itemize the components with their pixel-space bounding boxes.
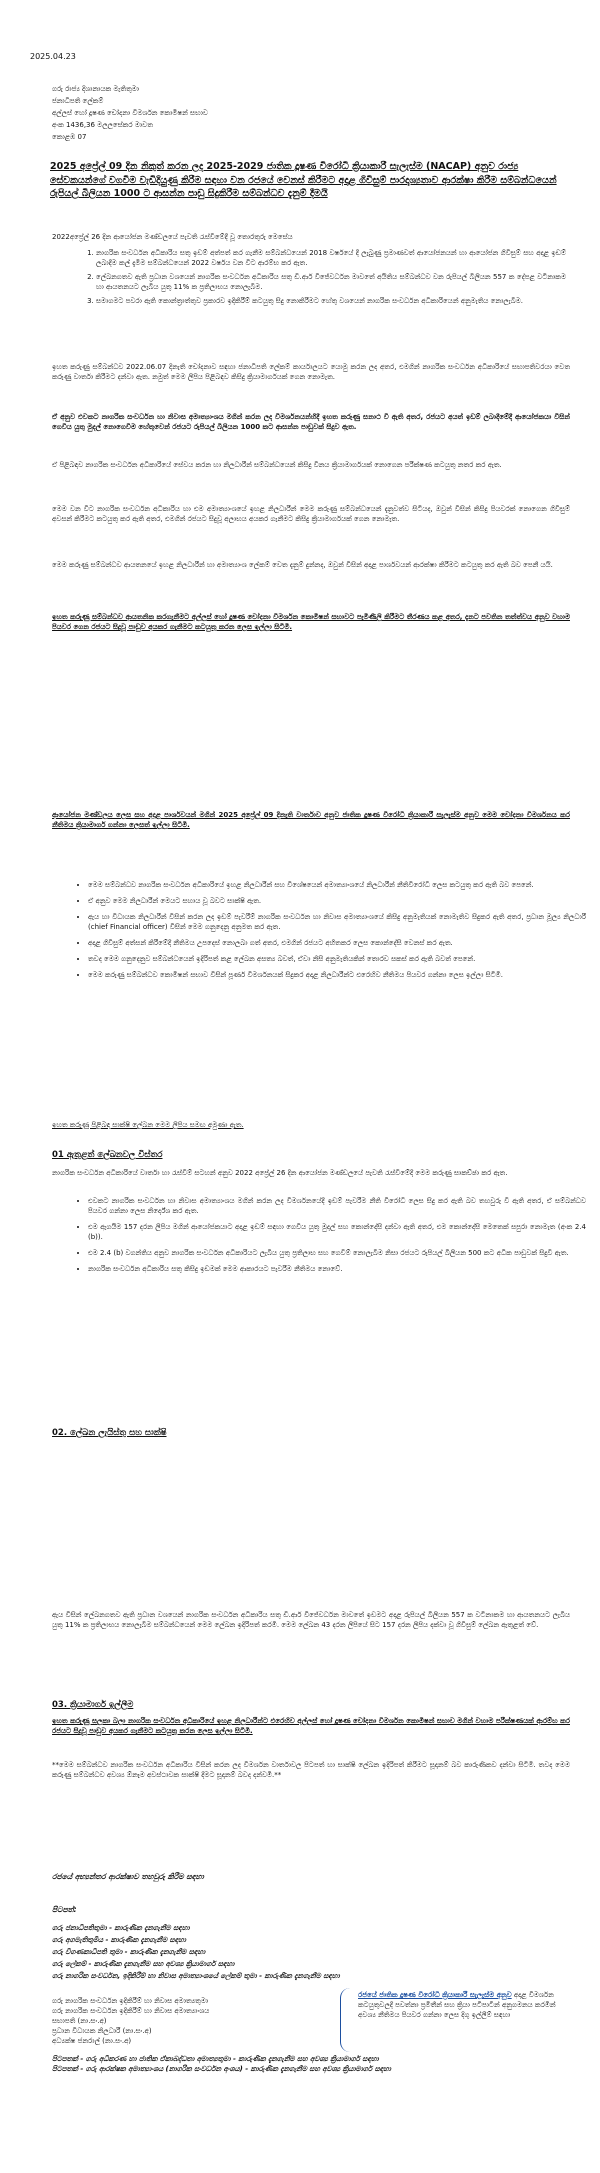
copy-recipient: ගරු නාගරික සංවර්ධන, ඉදිකිරීම් හා නිවාස අමාත්‍යාංශයේ ලේකම් තුමා - කාරුණික දැනගැනීම සඳහා	[52, 1972, 340, 1980]
final-copy-line: පිටපතක් - ගරු ආරක්ෂක අමාත්‍යාංශය (නාගරික සංවර්ධන අංශය) - කාරුණික දැනගැනීම සහ අවශ්‍ය ක්‍රියාමාර්ග සඳහා	[52, 2065, 391, 2073]
highlighted-request-2: ආයෝජන මණ්ඩලය ලෙස සහ අදාළ පාර්ශවයන් මගින් 2025 අප්‍රේල් 09 දිනැති වාර්තාව අනුව ජාතික දූෂණ විරෝධී ක්‍රියාකාරී සැලැස්ම අනුව මෙම චෝදනා විමර්ශනය කර නීතිමය ක්‍රියාමාර්ග ගන්නා ලෙසත් ඉල්ලා සිටිමි.	[52, 811, 570, 829]
attachment-note: ඉහත කරුණු පිළිබඳ සාක්ෂි ලේඛන මෙම ලිපිය සමඟ අමුණා ඇත.	[52, 1121, 244, 1129]
section-1-lead: නාගරික සංවර්ධන අධිකාරියේ වාර්තා හා රැස්වීම් සටහන් අනුව 2022 අප්‍රේල් 26 දින ආයෝජන මණ්ඩලයේ පැවති රැස්වීමේදී මෙම කරුණු සාකච්ඡා කර ඇත.	[52, 1169, 508, 1177]
address-line: අල්ලස් හෝ දූෂණ චෝදනා විමර්ශන කොමිෂන් සභාව	[52, 109, 208, 117]
section-3-text: ඉහත කරුණු සලකා බලා නාගරික සංවර්ධන අධිකාරියේ ඉහළ නිලධාරීන්ට එරෙහිව අල්ලස් හෝ දූෂණ චෝදනා විමර්ශන කොමිෂන් සභාව මගින් වහාම පරීක්ෂණයක් ආරම්භ කර රජයට සිදුවූ පාඩුව අයකර ගැනීමට කටයුතු කරන ලෙස ඉල්ලා සිටිමි.	[52, 1717, 570, 1735]
section-2-title: 02. ලේඛන ලැයිස්තු සහ සාක්ෂි	[52, 1428, 167, 1438]
numbered-point: 1. නාගරික සංවර්ධන අධිකාරිය සතු ඉඩම් අත්පත් කර ගැනීම සම්බන්ධයෙන් 2018 වර්ෂයේ දී ලැබුණු ප්‍රමාණවත් ආයෝජනයන් හා ආයෝජන ගිවිසුම් සහ අදාළ ඉඩම් ලබාදීම කල් දැමීම සම්බන්ධයෙන් 2022 වර්ෂය වන විට ආරම්භ කර ඇත.	[96, 248, 566, 268]
numbered-point: 2. ලේඛනගතව ඇති ප්‍රධාන වශයෙන් නාගරික සංවර්ධන අධිකාරිය සතු ඩී.ආර් විජේවර්ධන මාවතේ අයිතිය සම්බන්ධව වන රුපියල් බිලියන 557 ක දේපළ වටිනාකම හා ආයතනයට ලැබිය යුතු 11% ක ප්‍රතිලාභය නොලැබීම.	[96, 272, 566, 292]
copy-recipient: අධ්‍යක්ෂ ජනරාල් (නා.සං.අ)	[52, 2037, 132, 2045]
address-line: ගරු රාජ්‍ය දිශානායක මැතිතුමා	[52, 85, 140, 93]
final-copy-line: පිටපතක් - ගරු අධිකරණ හා ජාතික ඒකාබද්ධතා අමාත්‍යතුමා - කාරුණික දැනගැනීම සහ අවශ්‍ය ක්‍රියාමාර්ග සඳහා	[52, 2055, 379, 2063]
numbered-points	[78, 248, 566, 310]
bullet-list	[70, 880, 586, 986]
letter-date: 2025.04.23	[30, 52, 76, 61]
copy-recipient: ගරු නාගරික සංවර්ධන ඉදිකිරීම් හා නිවාස අමාත්‍යතුමා	[52, 1997, 209, 2005]
final-copy-lines	[52, 2054, 572, 2074]
numbered-point: 3. සමාගමට පවරා ඇති කොන්ත්‍රාත්තුව ප්‍රකාරව ඉදිකිරීම් කටයුතු සිදු නොකිරීමට හේතු වශයෙන් නාගරික සංවර්ධන අධිකාරියෙන් අනුමැතිය නොලැබීම.	[96, 296, 566, 306]
bullet-item: • ඒ අනුව මෙම නිලධාරීන් මෙයට සහාය වූ බවට සාක්ෂි ඇත.	[88, 896, 586, 906]
letter-subject: 2025 අප්‍රේල් 09 දින නිකුත් කරන ලද 2025-2029 ජාතික දූෂණ විරෝධී ක්‍රියාකාරී සැලැස්ම (NACAP) අනුව රාජ්‍ය සේවකයන්ගේ වගවීම වැඩිදියුණු කිරීම සඳහා වන රජයේ වෙනස් කිරීමට අදාළ ගිවිසුම් පාරදෘශ්‍යතාව ආරක්ෂා කිරීම සම්බන්ධයෙන් රුපියල් බිලියන 1000 ට ආසන්න පාඩු සිදුකිරීම සම්බන්ධව දැනුම් දීමයි	[50, 161, 557, 199]
section-1-item: • නාගරික සංවර්ධන අධිකාරිය සතු කිසිදු ඉඩමක් මෙම ආකාරයට පැවරීම නීතිමය නොවේ.	[88, 1264, 586, 1274]
closing-line: රජයේ අභ්‍යන්තර ආරක්ෂාව තහවුරු කිරීම සඳහා	[52, 1872, 204, 1881]
brace-note-text: අදාළ විමර්ශන කටයුතුවලදී පවත්නා ප්‍රමිතීන් සහ ක්‍රියා පටිපාටීන් අනුගමනය කරමින් අවශ්‍ය නීතිමය පියවර ගන්නා ලෙස දිගු ඉල්ලීම් සඳහා	[358, 1991, 556, 2019]
brace-note-title: රජයේ ජාතික දූෂණ විරෝධී ක්‍රියාකාරී සැලැස්ම අනුව	[358, 1991, 512, 1999]
copy-recipient: ගරු විගණකාධිපති තුමා - කාරුණික දැනගැනීම සඳහා	[52, 1948, 206, 1956]
body-paragraph: මෙම වන විට නාගරික සංවර්ධන අධිකාරිය හා එම අමාත්‍යාංශයේ ඉහළ නිලධාරීන් මෙම කරුණු සම්බන්ධයෙන් දැනුවත්ව සිටියද, ඔවුන් විසින් කිසිදු පියවරක් නොගෙන ගිවිසුම් අවසන් කිරීමට කටයුතු කර ඇති අතර, එමගින් රජයට සිදුවූ අලාභය අයකර ගැනීමට කිසිදු ක්‍රියාමාර්ගයක් ගෙන නොමැත.	[52, 505, 570, 523]
section-1-item: • එවකට නාගරික සංවර්ධන හා නිවාස අමාත්‍යාංශය මගින් කරන ලද විමර්ශනයේදී ඉඩම් පැවරීම නීති විරෝධී ලෙස සිදු කර ඇති බව තහවුරු වී ඇති අතර, ඒ සම්බන්ධව පියවර ගන්නා ලෙස නිර්දේශ කර ඇත.	[88, 1196, 586, 1216]
grouping-brace	[340, 1988, 351, 2052]
copy-recipient: ගරු නාගරික සංවර්ධන ඉදිකිරීම් හා නිවාස අමාත්‍යාංශය	[52, 2007, 210, 2015]
brace-note	[358, 1990, 568, 2020]
bullet-item: • ඇය හා විධායක නිලධාරීන් විසින් කරන ලද ඉඩම් පැවරීම් නාගරික සංවර්ධන හා නිවාස අමාත්‍යාංශයේ කිසිදු අනුමැතියක් නොමැතිව සිදුකර ඇති අතර, ප්‍රධාන මූල්‍ය නිලධාරී (chief Financial officer) විසින් මෙම ගනුදෙනු අනුමත කර ඇත.	[88, 912, 586, 932]
section-1-list	[70, 1196, 586, 1280]
bullet-item: • අදාළ ගිවිසුම් අත්සන් කිරීමේදී නීතිමය උපදෙස් නොලබා ගත් අතර, එමගින් රජයට අහිතකර ලෙස කොන්දේසි වෙනස් කර ඇත.	[88, 938, 586, 948]
copies-list-secondary	[52, 1996, 342, 2046]
highlighted-request: ඉහත කරුණු සම්බන්ධව ආයතනික කරගැනීමට අල්ලස් හෝ දූෂණ චෝදනා විමර්ශන කොමිෂන් සභාවට පැමිණිලි කිරීමට තීරණය කළ අතර, දැනට පවතින තත්ත්වය අනුව වහාම පියවර ගෙන රජයට සිදුවූ පාඩුව අයකර ගැනීමට කටයුතු කරන ලෙස ඉල්ලා සිටිමි.	[52, 613, 570, 631]
section-3-note: **මෙම සම්බන්ධව නාගරික සංවර්ධන අධිකාරිය විසින් කරන ලද විමර්ශන වාර්තාවල පිටපත් හා සාක්ෂි ලේඛන ඉදිරිපත් කිරීමට සූදානම් බව කාරුණිකව දන්වා සිටිමි. තවද මෙම කරුණු සම්බන්ධව අවශ්‍ය ඕනෑම අවස්ථාවක සාක්ෂි දීමට සූදානම් බවද දන්වමි.**	[52, 1761, 570, 1779]
body-paragraph: ඒ පිළිබඳව නාගරික සංවර්ධන අධිකාරියේ සේවය කරන හා නිලධාරීන් සම්බන්ධයෙන් කිසිදු විනය ක්‍රියාමාර්ගයක් නොගෙන පරීක්ෂණ කටයුතු නතර කර ඇත.	[52, 461, 502, 469]
body-paragraph: ඉහත කරුණු සම්බන්ධව 2022.06.07 දිනැති චෝදනාව සඳහා ජනාධිපති ලේකම් කාර්යාලයට යොමු කරන ලද අතර, එමගින් නාගරික සංවර්ධන අධිකාරියේ සභාපතිවරයා වෙත කරුණු වාර්තා කිරීමට දන්වා ඇත. නමුත් මෙම ලිපිය පිළිබඳව කිසිදු ක්‍රියාමාර්ගයක් ගෙන නොමැත.	[52, 363, 570, 381]
copies-title: පිටපත්:	[52, 1905, 77, 1914]
copy-recipient: ප්‍රධාන විධායක නිලධාරී (නා.සං.අ)	[52, 2027, 152, 2035]
address-line: කොළඹ 07	[52, 133, 87, 141]
bullet-item: • මෙම සම්බන්ධව නාගරික සංවර්ධන අධිකාරියේ ඉහළ නිලධාරීන් සහ විශේෂයෙන් අමාත්‍යාංශයේ නිලධාරීන් නීතිවිරෝධී ලෙස කටයුතු කර ඇති බව පෙනේ.	[88, 880, 586, 890]
section-1-item: • එම 2.4 (b) වගන්තිය අනුව නාගරික සංවර්ධන අධිකාරියට ලැබිය යුතු ප්‍රතිලාභ සහ ගෙවීම් නොලැබීම නිසා රජයට රුපියල් බිලියන 500 කට අධික පාඩුවක් සිදුවී ඇත.	[88, 1248, 586, 1258]
body-paragraph: මෙම කරුණු සම්බන්ධව ආයතනයේ ඉහළ නිලධාරීන් හා අමාත්‍යාංශ ලේකම් වෙත දැනුම් දුන්නද, ඔවුන් විසින් අදාළ පාර්ශවයන් ආරක්ෂා කිරීමට කටයුතු කර ඇති බව පෙනී යයි.	[52, 561, 553, 569]
body-paragraph: ඒ අනුව එවකට නාගරික සංවර්ධන හා නිවාස අමාත්‍යාංශය මගින් කරන ලද විමර්ශනයන්හිදී ඉහත කරුණු සනාථ වී ඇති අතර, රජයට අයත් ඉඩම් ලබාදීමේදී ආයෝජකයා විසින් ගෙවිය යුතු මුදල් නොගෙවීම හේතුවෙන් රජයට රුපියල් බිලියන 1000 කට ආසන්න පාඩුවක් සිදුව ඇත.	[52, 413, 570, 431]
section-2-text: ඇය විසින් ලේඛනගතව ඇති ප්‍රධාන වශයෙන් නාගරික සංවර්ධන අධිකාරිය සතු ඩී.ආර් විජේවර්ධන මාවතේ ඉඩමට අදාළ රුපියල් බිලියන 557 ක වටිනාකම හා ආයතනයට ලැබිය යුතු 11% ක ප්‍රතිලාභය නොලැබීම සම්බන්ධයෙන් මෙම ලේඛන ඉදිරිපත් කරමි. මෙම ලේඛන 43 දරන ලිපියේ සිට 157 දරන ලිපිය දක්වා වූ ගිවිසුම් ලේඛන ඇතුළත් වේ.	[52, 1611, 570, 1629]
copy-recipient: ගරු අගමැතිතුමිය - කාරුණික දැනගැනීම සඳහා	[52, 1936, 186, 1944]
copy-recipient: ගරු ජනාධිපතිතුමා - කාරුණික දැනගැනීම සඳහා	[52, 1924, 190, 1932]
bullet-item: • මෙම කරුණු සම්බන්ධව කොමිෂන් සභාව විසින් පූර්ණ විමර්ශනයක් සිදුකර අදාළ නිලධාරීන්ට එරෙහිව නීතිමය පියවර ගන්නා ලෙස ඉල්ලා සිටිමි.	[88, 970, 586, 980]
copy-recipient: සභාපති (නා.සං.අ)	[52, 2017, 107, 2025]
address-line: ජනාධිපති ලේකම්	[52, 97, 104, 105]
section-1-item: • එම ඇගයීම 157 දරන ලිපිය මගින් ආයෝජකයාට අදාළ ඉඩම් සඳහා ගෙවිය යුතු මුදල් සහ කොන්දේසි දන්වා ඇති අතර, එම කොන්දේසි මෙතෙක් සපුරා නොමැත (අංක 2.4 (b)).	[88, 1222, 586, 1242]
recipient-address	[52, 84, 372, 144]
address-line: අංක 1436,36 මලලසේකර මාවත	[52, 121, 153, 129]
bullet-item: • තවද මෙම ගනුදෙනුව සම්බන්ධයෙන් ඉදිරිපත් කළ ලේඛන අසත්‍ය බවත්, ඒවා නිසි අනුමැතියකින් තොරව සකස් කර ඇති බවත් පෙනේ.	[88, 954, 586, 964]
section-3-title: 03. ක්‍රියාමාර්ග ඉල්ලීම	[52, 1700, 134, 1710]
section-1-title: 01 ඇතුළත් ලේඛනවල විස්තර	[52, 1150, 163, 1160]
copy-recipient: ගරු ලේකම් - කාරුණික දැනගැනීම සහ අවශ්‍ය ක්‍රියාමාර්ග සඳහා	[52, 1960, 235, 1968]
copies-list	[52, 1922, 472, 1982]
intro-line: 2022අප්‍රේල් 26 දින ආයෝජන මණ්ඩලයේ පැවති රැස්වීමේදී වූ තොරතුරු මෙසේය	[52, 233, 293, 241]
